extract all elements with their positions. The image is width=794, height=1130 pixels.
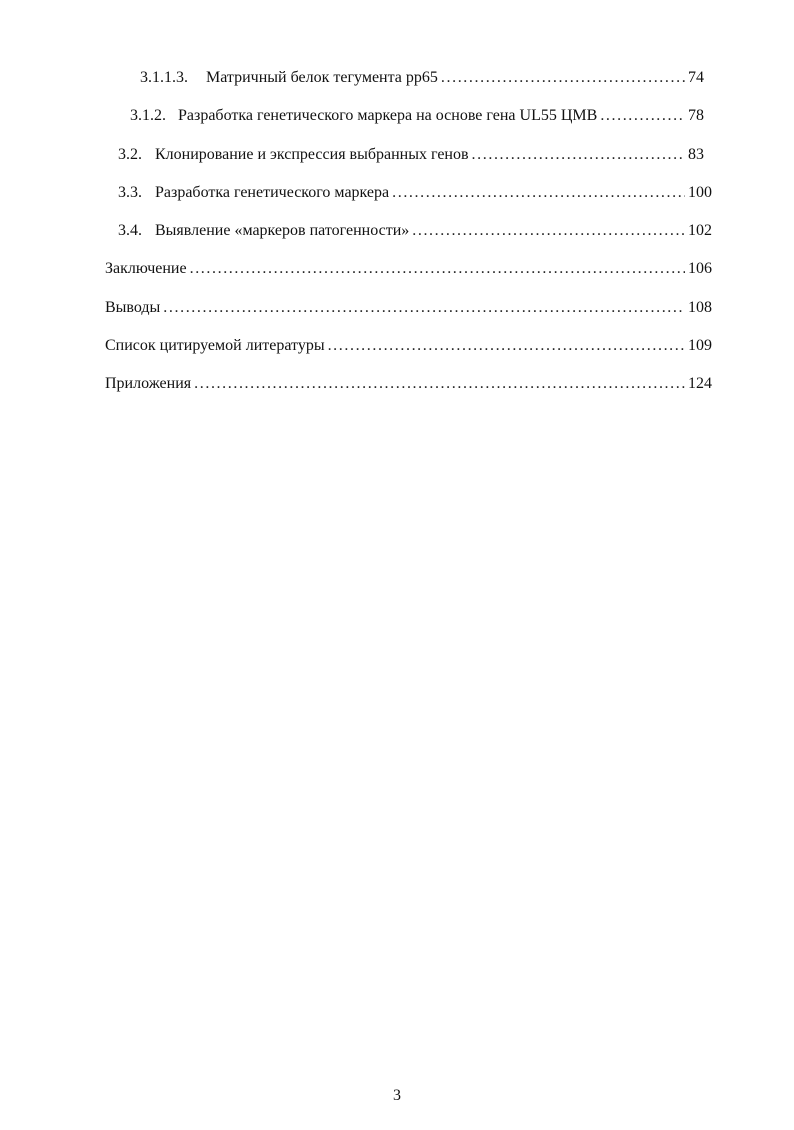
toc-entry-conclusion <box>105 257 712 281</box>
toc-entry-3-3 <box>118 181 712 205</box>
toc-entry-appendices <box>105 372 712 396</box>
toc-entry-number: 3.3. <box>118 184 142 201</box>
toc-dot-leader <box>472 143 685 167</box>
toc-entry-3-1-2 <box>130 104 704 128</box>
toc-dot-leader <box>163 296 685 320</box>
toc-entry-title: Список цитируемой литературы <box>105 337 325 354</box>
toc-entry-title: Приложения <box>105 375 192 392</box>
toc-entry-page: 106 <box>688 260 712 277</box>
toc-entry-page: 124 <box>688 375 712 392</box>
toc-entry-number: 3.2. <box>118 146 142 163</box>
toc-entry-page: 109 <box>688 337 712 354</box>
toc-entry-title: Выявление «маркеров патогенности» <box>155 222 410 239</box>
toc-entry-title: Выводы <box>105 299 161 316</box>
toc-entry-page: 78 <box>688 107 704 124</box>
toc-entry-title: Разработка генетического маркера на основе гена UL55 ЦМВ <box>178 107 598 124</box>
toc-dot-leader <box>194 372 685 396</box>
toc-entry-findings <box>105 296 712 320</box>
toc-entry-3-1-1-3 <box>140 66 704 90</box>
toc-entry-page: 100 <box>688 184 712 201</box>
toc-entry-title: Разработка генетического маркера <box>155 184 390 201</box>
toc-entry-title: Матричный белок тегумента pp65 <box>206 69 438 86</box>
toc-entry-number: 3.1.1.3. <box>140 69 188 86</box>
toc-entry-3-2 <box>118 143 704 167</box>
page-number: 3 <box>393 1087 401 1104</box>
toc-dot-leader <box>600 104 685 128</box>
toc-entry-3-4 <box>118 219 712 243</box>
toc-entry-page: 108 <box>688 299 712 316</box>
toc-dot-leader <box>441 66 685 90</box>
toc-dot-leader <box>412 219 685 243</box>
toc-entry-page: 74 <box>688 69 704 86</box>
toc-entry-title: Клонирование и экспрессия выбранных генов <box>155 146 469 163</box>
toc-entry-number: 3.1.2. <box>130 107 166 124</box>
toc-entry-title: Заключение <box>105 260 187 277</box>
toc-entry-page: 83 <box>688 146 704 163</box>
toc-dot-leader <box>190 257 685 281</box>
toc-dot-leader <box>392 181 685 205</box>
toc-entry-page: 102 <box>688 222 712 239</box>
toc-dot-leader <box>328 334 685 358</box>
toc-entry-number: 3.4. <box>118 222 142 239</box>
toc-entry-references <box>105 334 712 358</box>
